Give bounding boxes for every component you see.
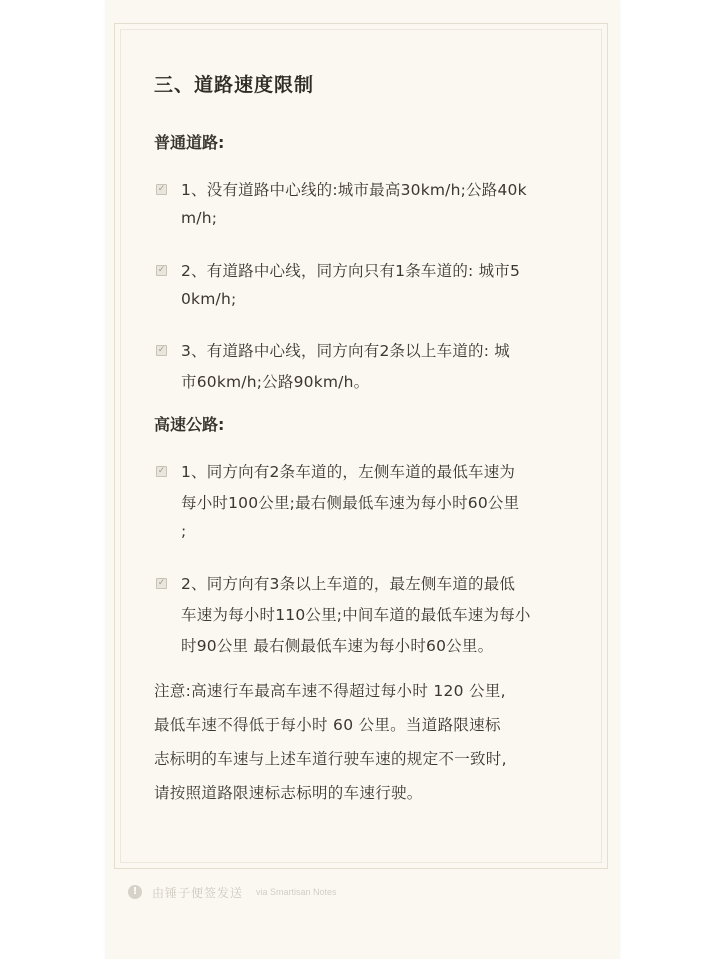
checkbox-icon[interactable]: ✓ [157,578,166,588]
decorative-frame-inner [120,29,602,863]
section-heading-normal-roads: 普通道路: [154,133,225,152]
item-text-line: m/h; [181,209,218,227]
note-title: 三、道路速度限制 [154,74,315,96]
item-text-line: 时90公里 最右侧最低车速为每小时60公里。 [181,637,494,655]
item-text-line: 2、同方向有3条以上车道的，最左侧车道的最低 [181,575,516,593]
note-text-line: 注意:高速行车最高车速不得超过每小时 120 公里, [154,682,506,700]
item-text-line: 1、同方向有2条车道的，左侧车道的最低车速为 [181,463,516,481]
checkbox-icon[interactable]: ✓ [157,466,166,476]
item-text-line: 车速为每小时110公里;中间车道的最低车速为每小 [181,606,531,624]
item-text-line: ; [181,522,187,540]
checkbox-icon[interactable]: ✓ [157,184,166,194]
item-text-line: 2、有道路中心线，同方向只有1条车道的: 城市5 [181,262,521,280]
footer-via-text: via Smartisan Notes [256,887,337,897]
item-text-line: 每小时100公里;最右侧最低车速为每小时60公里 [181,494,520,512]
item-text-line: 3、有道路中心线，同方向有2条以上车道的: 城 [181,342,510,360]
item-text-line: 1、没有道路中心线的:城市最高30km/h;公路40k [181,181,527,199]
footer-sent-by-text: 由锤子便签发送 [152,886,244,900]
note-text-line: 最低车速不得低于每小时 60 公里。当道路限速标 [154,716,501,734]
info-icon[interactable]: ! [128,885,142,899]
section-heading-highway: 高速公路: [154,415,225,434]
item-text-line: 市60km/h;公路90km/h。 [181,373,370,391]
item-text-line: 0km/h; [181,290,237,308]
checkbox-icon[interactable]: ✓ [157,345,166,355]
checkbox-icon[interactable]: ✓ [157,265,166,275]
note-text-line: 请按照道路限速标志标明的车速行驶。 [154,784,423,802]
note-text-line: 志标明的车速与上述车道行驶车速的规定不一致时, [154,750,507,768]
